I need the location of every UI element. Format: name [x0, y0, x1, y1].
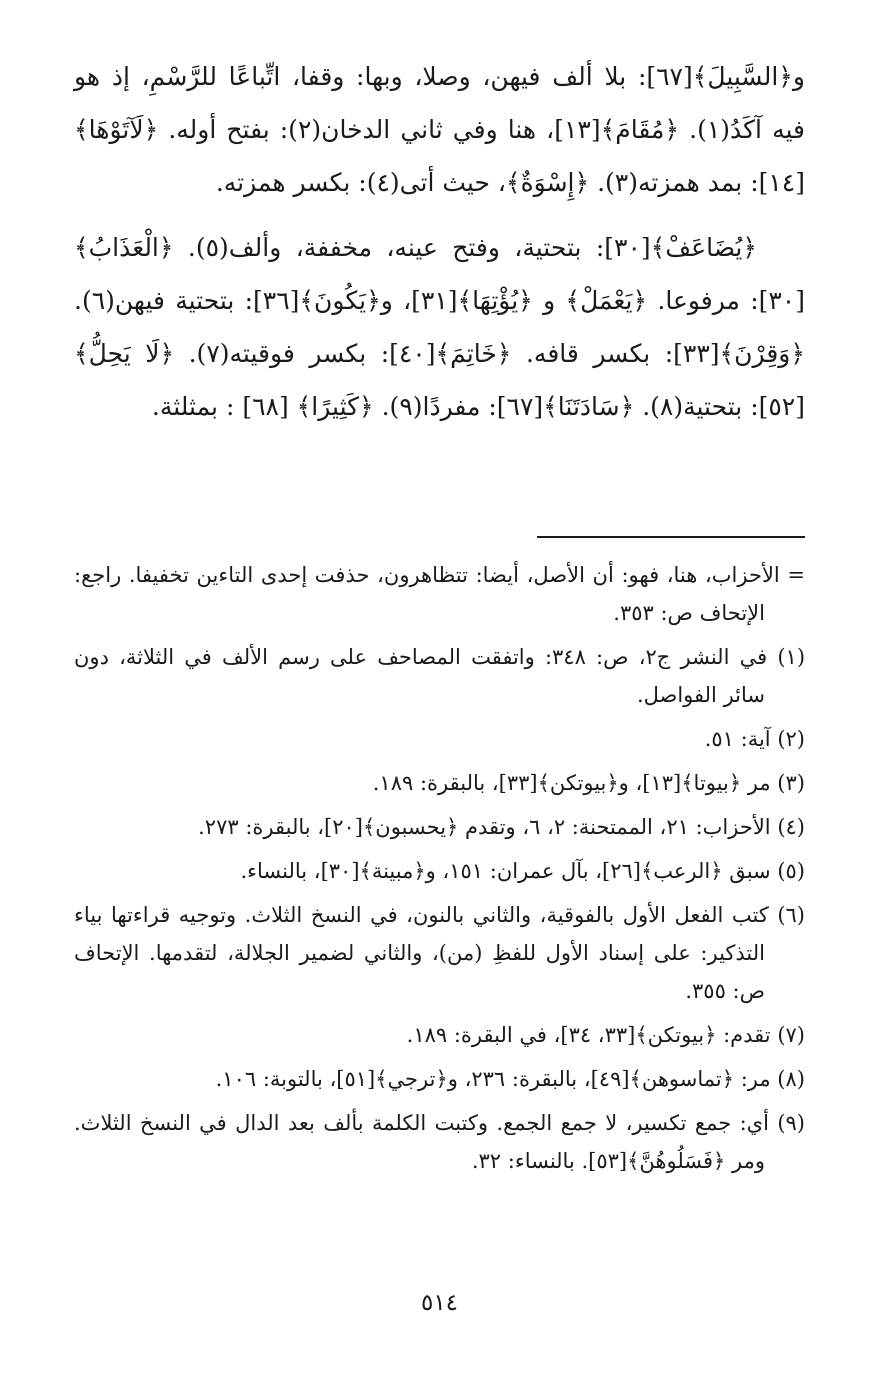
- main-paragraph-1: و﴿السَّبِيلَ﴾[٦٧]: بلا ألف فيهن، وصلا، وبها: وقفا، اتِّباعًا للرَّسْمِ، إذ هو فيه آكَدُ(١). ﴿مُقَامَ﴾[١٣]، هنا وفي ثاني الدخان(٢): بفتح أوله. ﴿لَآتَوْهَا﴾[١٤]: بمد همزته(٣). ﴿إِسْوَةٌ﴾، حيث أتى(٤): بكسر همزته.: [74, 62, 805, 197]
- main-paragraph-2: ﴿يُضَاعَفْ﴾[٣٠]: بتحتية، وفتح عينه، مخففة، وألف(٥). ﴿الْعَذَابُ﴾[٣٠]: مرفوعا. ﴿يَعْمَلْ﴾ و ﴿يُؤْتِهَا﴾[٣١]، و﴿يَكُونَ﴾[٣٦]: بتحتية فيهن(٦). ﴿وَقِرْنَ﴾[٣٣]: بكسر قافه. ﴿خَاتِمَ﴾[٤٠]: بكسر فوقيته(٧). ﴿لَا يَحِلُّ﴾[٥٢]: بتحتية(٨). ﴿سَادَتَنَا﴾[٦٧]: مفردًا(٩). ﴿كَثِيرًا﴾ [٦٨] : بمثلثة.: [74, 233, 805, 421]
- main-text: [74, 50, 805, 433]
- page-number: ٥١٤: [420, 1290, 459, 1316]
- footnote-3: (٣) مر ﴿بيوتا﴾[١٣]، و﴿بيوتكن﴾[٣٣]، بالبقرة: ١٨٩.: [372, 771, 805, 795]
- footnote-5: (٥) سبق ﴿الرعب﴾[٢٦]، بآل عمران: ١٥١، و﴿مبينة﴾[٣٠]، بالنساء.: [240, 859, 805, 883]
- footnote-1: (١) في النشر ج٢، ص: ٣٤٨: واتفقت المصاحف على رسم الألف في الثلاثة، دون سائر الفواصل.: [74, 645, 806, 707]
- footnotes: [74, 556, 805, 1186]
- footnote-9: (٩) أي: جمع تكسير، لا جمع الجمع. وكتبت الكلمة بألف بعد الدال في النسخ الثلاث. ومر ﴿فَسَلُوهُنَّ﴾[٥٣]. بالنساء: ٣٢.: [74, 1111, 805, 1173]
- footnote-separator: [537, 536, 805, 538]
- footnote-7: (٧) تقدم: ﴿بيوتكن﴾[٣٣، ٣٤]، في البقرة: ١٨٩.: [406, 1023, 805, 1047]
- footnote-4: (٤) الأحزاب: ٢١، الممتحنة: ٢، ٦، وتقدم ﴿يحسبون﴾[٢٠]، بالبقرة: ٢٧٣.: [198, 815, 805, 839]
- footnote-6: (٦) كتب الفعل الأول بالفوقية، والثاني بالنون، في النسخ الثلاث. وتوجيه قراءتها بياء التذكير: على إسناد الأول للفظِ (من)، والثاني لضمير الجلالة، لتقدمها. الإتحاف ص: ٣٥٥.: [74, 903, 805, 1003]
- footnote-continuation: = الأحزاب، هنا، فهو: أن الأصل، أيضا: تتظاهرون، حذفت إحدى التاءين تخفيفا. راجع: الإتحاف ص: ٣٥٣.: [74, 563, 805, 625]
- footnote-2: (٢) آية: ٥١.: [704, 727, 805, 751]
- footnote-8: (٨) مر: ﴿تماسوهن﴾[٤٩]، بالبقرة: ٢٣٦، و﴿ترجي﴾[٥١]، بالتوبة: ١٠٦.: [215, 1067, 805, 1091]
